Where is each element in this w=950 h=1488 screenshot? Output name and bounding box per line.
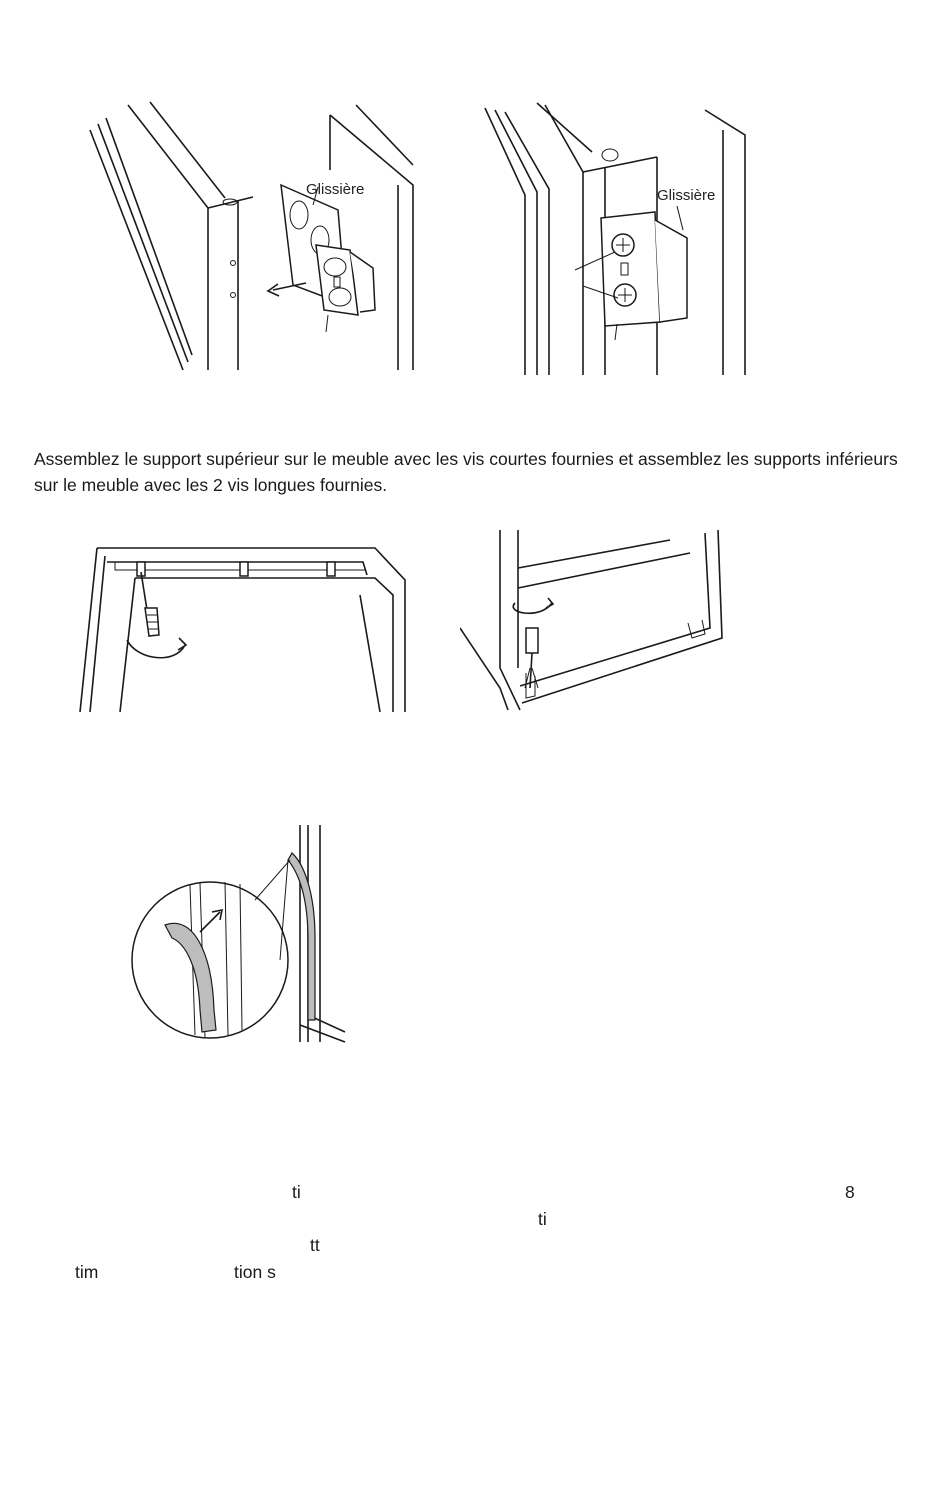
- figure-top-left-bracket: [88, 100, 423, 375]
- figure-door-seal-detail: [130, 820, 350, 1045]
- figure-lower-bracket-screwing: [460, 528, 735, 713]
- text-fragment-1: ti: [292, 1182, 301, 1202]
- text-fragment-3: ti: [538, 1209, 547, 1229]
- figure-upper-bracket-screwing: [75, 540, 410, 715]
- figure-top-right-bracket: [465, 100, 755, 380]
- text-fragment-5: tim: [75, 1262, 99, 1282]
- text-fragment-6: tion s: [234, 1262, 276, 1282]
- instruction-text: Assemblez le support supérieur sur le meuble avec les vis courtes fournies et assemblez les supports inférieurs sur le meuble avec les 2 vis longues fournies.: [34, 449, 898, 495]
- figure-top-left-label: Glissière: [306, 181, 365, 198]
- text-fragment-4: tt: [310, 1235, 320, 1255]
- text-fragment-2: 8: [845, 1182, 855, 1202]
- figure-top-right-label: Glissière: [657, 187, 716, 204]
